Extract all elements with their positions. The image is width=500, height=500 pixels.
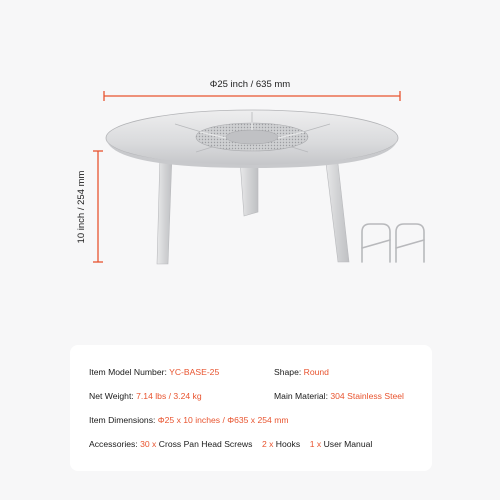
item-dimensions-value: Φ25 x 10 inches / Φ635 x 254 mm [157, 415, 289, 425]
accessories-label: Accessories: [89, 439, 138, 449]
accessories-row [89, 439, 372, 449]
material-label: Main Material: [274, 391, 328, 401]
height-dimension-label: 10 inch / 254 mm [76, 170, 87, 244]
net-weight-value: 7.14 lbs / 3.24 kg [136, 391, 202, 401]
hooks-quantity: 2 x [261, 439, 274, 449]
specs-card [70, 345, 432, 471]
shape-value: Round [303, 367, 329, 377]
material-value: 304 Stainless Steel [330, 391, 404, 401]
screws-quantity: 30 x [140, 439, 157, 449]
manual-text: User Manual [323, 439, 373, 449]
screws-text: Cross Pan Head Screws [158, 439, 253, 449]
hooks-text: Hooks [275, 439, 301, 449]
item-dimensions-row [89, 415, 289, 425]
width-dimension-label: Φ25 inch / 635 mm [209, 79, 291, 90]
shape-label: Shape: [274, 367, 302, 377]
model-number-value: YC-BASE-25 [169, 367, 220, 377]
model-number-label: Item Model Number: [89, 367, 167, 377]
model-number-row [89, 367, 219, 377]
shape-row [274, 367, 329, 377]
net-weight-label: Net Weight: [89, 391, 134, 401]
net-weight-row [89, 391, 202, 401]
manual-quantity: 1 x [309, 439, 322, 449]
material-row [274, 391, 404, 401]
item-dimensions-label: Item Dimensions: [89, 415, 156, 425]
